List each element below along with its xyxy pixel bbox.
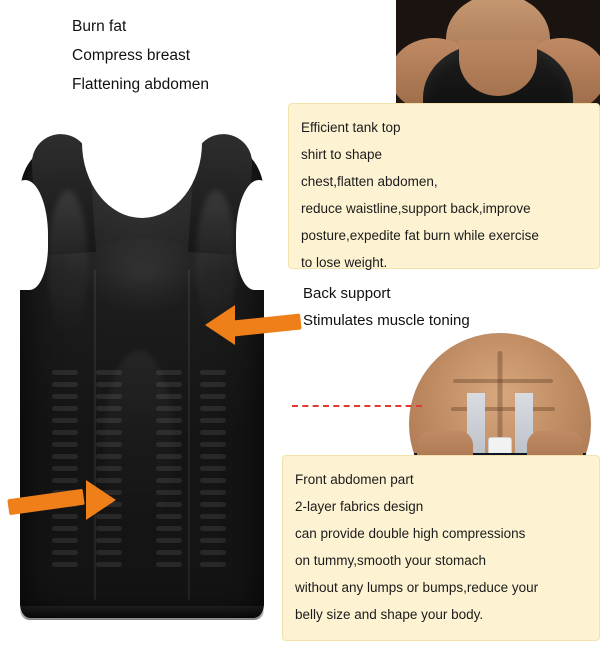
headline-block	[72, 12, 302, 99]
top-card-line-1: Efficient tank top	[301, 120, 401, 135]
feature-card-bottom	[282, 455, 600, 641]
tank-top-graphic	[8, 120, 276, 630]
bottom-card-line-5: without any lumps or bumps,reduce your	[295, 580, 539, 595]
top-card-line-5: posture,expedite fat burn while exercise	[301, 228, 539, 243]
top-card-line-2: shirt to shape	[301, 147, 383, 162]
middle-caption-block	[303, 280, 583, 334]
garment-rib-texture-2	[96, 370, 122, 580]
garment-highlight-left	[48, 190, 88, 340]
bottom-card-line-6: belly size and shape your body.	[295, 607, 484, 622]
bottom-card-line-1: Front abdomen part	[295, 472, 414, 487]
product-image	[0, 110, 300, 659]
top-card-line-3: chest,flatten abdomen,	[301, 174, 438, 189]
red-dashed-pointer-line	[292, 405, 422, 407]
garment-rib-texture-1	[52, 370, 78, 580]
garment-armhole-right	[236, 180, 282, 290]
abdomen-crease-1	[453, 379, 553, 383]
garment-rib-texture-4	[200, 370, 226, 580]
bottom-card-line-2: 2-layer fabrics design	[295, 499, 424, 514]
middle-caption-line-1: Back support	[303, 285, 391, 302]
headline-line-3: Flattening abdomen	[72, 76, 210, 93]
garment-seam-right	[188, 270, 190, 600]
garment-armhole-left	[2, 180, 48, 290]
feature-card-top	[288, 103, 600, 269]
headline-line-2: Compress breast	[72, 47, 191, 64]
top-card-line-6: to lose weight.	[301, 255, 388, 270]
garment-rib-texture-3	[156, 370, 182, 580]
top-card-line-4: reduce waistline,support back,improve	[301, 201, 531, 216]
left-pointing-arrow-icon	[205, 305, 301, 345]
middle-caption-line-2: Stimulates muscle toning	[303, 312, 470, 329]
garment-hem	[20, 606, 264, 620]
right-pointing-arrow-icon	[8, 480, 116, 520]
model-shoulders-photo	[396, 0, 600, 112]
bottom-card-line-3: can provide double high compressions	[295, 526, 526, 541]
bottom-card-line-4: on tummy,smooth your stomach	[295, 553, 487, 568]
headline-line-1: Burn fat	[72, 18, 127, 35]
abdomen-midline	[498, 351, 503, 443]
